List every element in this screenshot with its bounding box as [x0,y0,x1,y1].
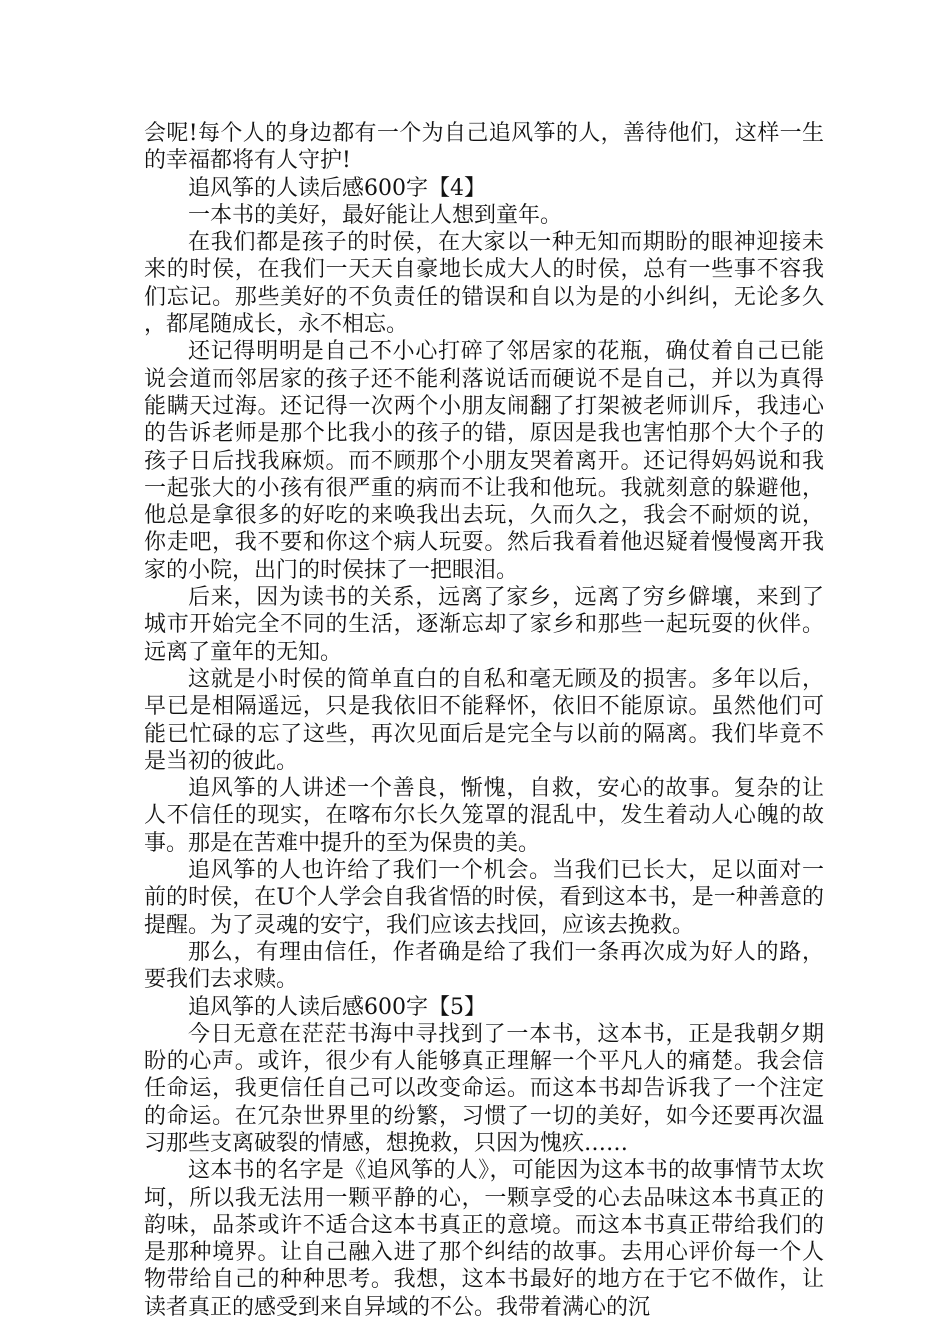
paragraph: 在我们都是孩子的时侯，在大家以一种无知而期盼的眼神迎接未来的时侯，在我们一天天自豪地长成大人的时侯，总有一些事不容我们忘记。那些美好的不负责任的错误和自以为是的小纠纠，无论多久，都尾随成长，永不相忘。 [144,230,824,338]
paragraph: 这本书的名字是《追风筝的人》，可能因为这本书的故事情节太坎坷，所以我无法用一颗平静的心，一颗享受的心去品味这本书真正的韵味，品茶或许不适合这本书真正的意境。而这本书真正带给我们的是那种境界。让自己融入进了那个纠结的故事。去用心评价每一个人物带给自己的种种思考。我想，这本书最好的地方在于它不做作，让读者真正的感受到来自异域的不公。我带着满心的沉 [144,1158,824,1320]
document-body [144,120,824,1321]
paragraph: 后来，因为读书的关系，远离了家乡，远离了穷乡僻壤，来到了城市开始完全不同的生活，逐渐忘却了家乡和那些一起玩耍的伙伴。远离了童年的无知。 [144,585,824,665]
paragraph: 这就是小时侯的简单直白的自私和毫无顾及的损害。多年以后，早已是相隔遥远，只是我依旧不能释怀，依旧不能原谅。虽然他们可能已忙碌的忘了这些，再次见面后是完全与以前的隔离。我们毕竟不是当初的彼此。 [144,666,824,774]
paragraph: 追风筝的人讲述一个善良，惭愧，自救，安心的故事。复杂的让人不信任的现实，在喀布尔长久笼罩的混乱中，发生着动人心魄的故事。那是在苦难中提升的至为保贵的美。 [144,776,824,856]
paragraph: 今日无意在茫茫书海中寻找到了一本书，这本书，正是我朝夕期盼的心声。或许，很少有人能够真正理解一个平凡人的痛楚。我会信任命运，我更信任自己可以改变命运。而这本书却告诉我了一个注定的命运。在冗杂世界里的纷繁，习惯了一切的美好，如今还要再次温习那些支离破裂的情感，想挽救，只因为愧疚…… [144,1021,824,1156]
paragraph: 还记得明明是自己不小心打碎了邻居家的花瓶，确仗着自己已能说会道而邻居家的孩子还不能利落说话而硬说不是自己，并以为真得能瞒天过海。还记得一次两个小朋友闹翻了打架被老师训斥，我违心的告诉老师是那个比我小的孩子的错，原因是我也害怕那个大个子的孩子日后找我麻烦。而不顾那个小朋友哭着离开。还记得妈妈说和我一起张大的小孩有很严重的病而不让我和他玩。我就刻意的躲避他，他总是拿很多的好吃的来唤我出去玩，久而久之，我会不耐烦的说，你走吧，我不要和你这个病人玩耍。然后我看着他迟疑着慢慢离开我家的小院，出门的时侯抹了一把眼泪。 [144,339,824,583]
paragraph: 那么，有理由信任，作者确是给了我们一条再次成为好人的路，要我们去求赎。 [144,939,824,993]
paragraph: 追风筝的人也许给了我们一个机会。当我们已长大，足以面对一前的时侯，在U个人学会自我省悟的时侯，看到这本书，是一种善意的提醒。为了灵魂的安宁，我们应该去找回，应该去挽救。 [144,858,824,938]
section-heading-4: 追风筝的人读后感600字【4】 [188,175,486,201]
paragraph-continuation: 会呢!每个人的身边都有一个为自己追风筝的人，善待他们，这样一生的幸福都将有人守护! [144,121,824,174]
paragraph: 一本书的美好，最好能让人想到童年。 [188,202,563,228]
section-heading-5: 追风筝的人读后感600字【5】 [188,994,486,1020]
